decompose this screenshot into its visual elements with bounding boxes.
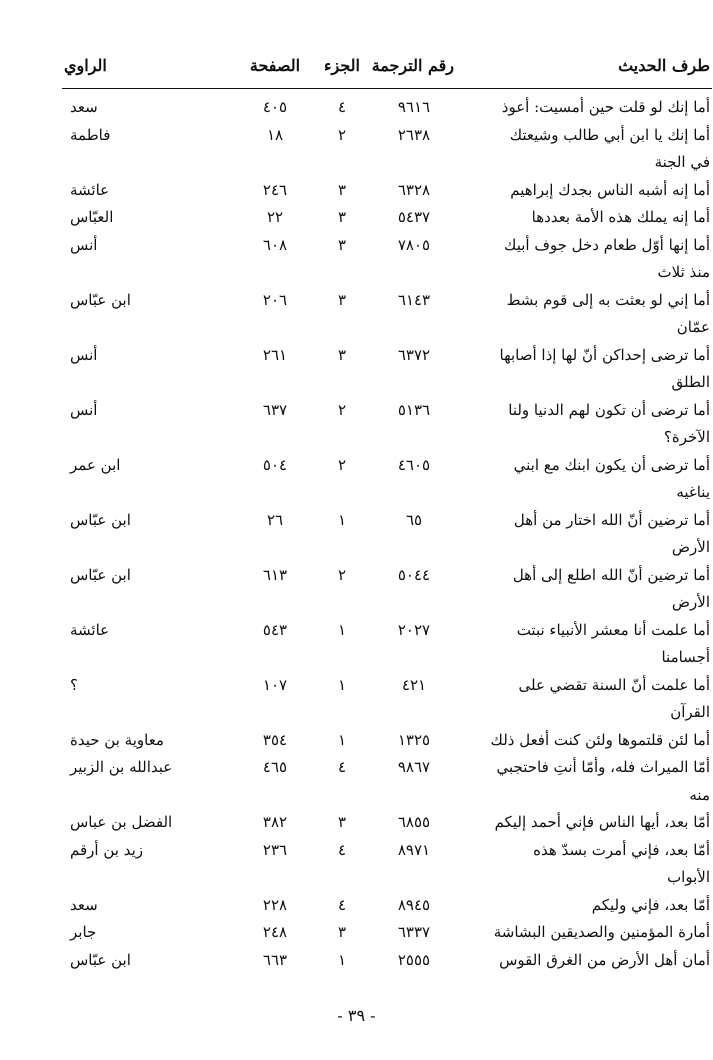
- page-number-cell: ٦٠٨: [262, 235, 288, 254]
- rawi-name: [70, 232, 220, 260]
- rawi-text: سعد: [70, 98, 98, 116]
- page-number-cell: ٢٦: [266, 510, 284, 529]
- page-footer-number: - ٣٩ -: [337, 1006, 376, 1025]
- rawi-name: [70, 342, 220, 370]
- hadith-text: أما ترضين أنّ الله اطلع إلى أهل الأرض: [512, 565, 710, 611]
- rawi-text: فاطمة: [70, 125, 111, 144]
- juz-number: ٣: [337, 345, 347, 364]
- tarjama-number: ٢٥٥٥: [397, 950, 431, 969]
- tarjama-number: ٢٦٣٨: [397, 125, 431, 144]
- tarjama-number: ٨٩٤٥: [397, 895, 431, 914]
- rawi-text: عائشة: [70, 620, 110, 639]
- tarjama-number: ٦٥: [405, 510, 423, 529]
- rawi-name: [70, 562, 220, 590]
- table-row: [64, 232, 710, 287]
- page-number-cell: ٣٨٢: [262, 813, 288, 831]
- juz-number: ٤: [337, 840, 347, 859]
- table-row: [64, 287, 710, 342]
- rawi-text: ابن عمر: [70, 455, 121, 474]
- tarjama-number: ٦١٤٣: [397, 290, 431, 309]
- tarjama-number: ١٣٢٥: [397, 730, 431, 749]
- rawi-text: ابن عبّاس: [70, 510, 131, 529]
- table-row: [64, 122, 710, 177]
- juz-number: ٢: [337, 565, 347, 584]
- page-number-cell: ٢٢: [266, 208, 284, 226]
- rawi-name: [70, 122, 220, 150]
- table-row: [64, 452, 710, 507]
- juz-number: ٤: [337, 895, 347, 914]
- hadith-text: أما إنك يا ابن أبي طالب وشيعتك في الجنة: [509, 125, 710, 171]
- tarjama-number: ٩٨٦٧: [397, 758, 431, 776]
- page-number-cell: ٣٥٤: [262, 730, 288, 749]
- tarjama-number: ٥١٣٦: [397, 400, 431, 419]
- table-row: [64, 507, 710, 562]
- tarjama-number: ٦٨٥٥: [397, 813, 431, 831]
- page-number-cell: ٦٣٧: [262, 400, 288, 419]
- juz-number: ٤: [337, 758, 347, 776]
- tarjama-number: ٨٩٧١: [397, 840, 431, 859]
- rawi-name: [70, 754, 220, 782]
- tarjama-number: ٥٤٣٧: [397, 208, 431, 226]
- juz-number: ٣: [337, 208, 347, 226]
- rawi-name: [70, 892, 220, 920]
- page-number-cell: ٦٦٣: [262, 950, 288, 969]
- rawi-name: [70, 94, 220, 122]
- hadith-text: أمّا بعد، فإني وليكم: [591, 895, 710, 914]
- rawi-text: جابر: [70, 923, 97, 941]
- hadith-text: أما ترضى أن تكون لهم الدنيا ولنا الآخرة؟: [508, 400, 710, 446]
- table-row: [64, 754, 710, 809]
- hadith-text: أما إنه أشبه الناس بجدك إبراهيم: [510, 180, 710, 199]
- table-header: [64, 56, 710, 86]
- rawi-name: [70, 397, 220, 425]
- table-row: [64, 947, 710, 975]
- rawi-text: الفضل بن عباس: [70, 813, 173, 831]
- rawi-name: [70, 177, 220, 205]
- hadith-text: أما إني لو بعثت به إلى قوم بشط عمّان: [506, 290, 710, 336]
- table-row: [64, 94, 710, 122]
- rawi-text: العبّاس: [70, 208, 114, 226]
- rawi-name: [70, 947, 220, 975]
- tarjama-number: ٢٠٢٧: [397, 620, 431, 639]
- juz-number: ٢: [337, 455, 347, 474]
- table-row: [64, 727, 710, 755]
- hadith-text: أما علمت أنا معشر الأنبياء نبتت أجسامنا: [516, 620, 710, 666]
- juz-number: ٣: [337, 290, 347, 309]
- table-row: [64, 617, 710, 672]
- juz-number: ١: [337, 950, 347, 969]
- tarjama-number: ٤٦٠٥: [397, 455, 431, 474]
- juz-number: ٢: [337, 125, 347, 144]
- hadith-text: أما ترضين أنّ الله اختار من أهل الأرض: [513, 510, 710, 556]
- rawi-name: [70, 809, 220, 837]
- page-number-cell: ١٨: [266, 125, 284, 144]
- table-row: [64, 342, 710, 397]
- header-page: الصفحة: [249, 56, 301, 75]
- tarjama-number: ٩٦١٦: [397, 98, 431, 116]
- table-row: [64, 397, 710, 452]
- rawi-text: معاوية بن حيدة: [70, 730, 164, 749]
- juz-number: ١: [337, 675, 347, 694]
- rawi-text: عائشة: [70, 180, 110, 199]
- hadith-text: أما علمت أنّ السنة تقضي على القرآن: [518, 675, 710, 721]
- hadith-text: أما ترضى إحداكن أنّ لها إذا أصابها الطلق: [499, 345, 710, 391]
- table-row: [64, 177, 710, 205]
- rawi-name: [70, 287, 220, 315]
- juz-number: ٢: [337, 400, 347, 419]
- hadith-text: أما إنها أوّل طعام دخل جوف أبيك منذ ثلاث: [504, 235, 710, 281]
- page-number-cell: ٤٦٥: [262, 758, 288, 776]
- page-number-cell: ٥٤٣: [262, 620, 288, 639]
- hadith-text: أما لئن قلتموها ولئن كنت أفعل ذلك: [490, 730, 710, 749]
- rawi-text: ؟: [70, 675, 78, 694]
- rawi-name: [70, 452, 220, 480]
- page-number-cell: ٢٠٦: [262, 290, 288, 309]
- rawi-text: ابن عبّاس: [70, 565, 131, 584]
- table-row: [64, 204, 710, 232]
- rawi-text: أنس: [70, 345, 98, 364]
- hadith-text: أما ترضى أن يكون ابنك مع ابني يناغيه: [513, 455, 710, 501]
- rawi-text: أنس: [70, 400, 98, 419]
- tarjama-number: ٤٢١: [401, 675, 427, 694]
- page-number-cell: ١٠٧: [262, 675, 288, 694]
- table-row: [64, 809, 710, 837]
- juz-number: ١: [337, 620, 347, 639]
- rawi-text: زيد بن أرقم: [70, 840, 143, 859]
- hadith-text: أما إنه يملك هذه الأمة بعددها: [531, 208, 710, 226]
- juz-number: ٣: [337, 923, 347, 941]
- rawi-name: [70, 837, 220, 865]
- page-number-cell: ٥٠٤: [262, 455, 288, 474]
- juz-number: ٣: [337, 813, 347, 831]
- header-rule: [62, 88, 712, 89]
- juz-number: ٣: [337, 235, 347, 254]
- page-number-cell: ٢٤٨: [262, 923, 288, 941]
- header-tarjama: رقم الترجمة: [371, 56, 454, 75]
- page-number-cell: ٢٦١: [262, 345, 288, 364]
- table-row: [64, 837, 710, 892]
- rawi-text: أنس: [70, 235, 98, 254]
- header-juz: الجزء: [324, 56, 360, 75]
- page-number-cell: ٢٤٦: [262, 180, 288, 199]
- tarjama-number: ٥٠٤٤: [397, 565, 431, 584]
- page-number-cell: ٢٣٦: [262, 840, 288, 859]
- table-row: [64, 562, 710, 617]
- tarjama-number: ٦٣٣٧: [397, 923, 431, 941]
- tarjama-number: ٧٨٠٥: [397, 235, 431, 254]
- tarjama-number: ٦٣٢٨: [397, 180, 431, 199]
- rawi-text: ابن عبّاس: [70, 950, 131, 969]
- hadith-text: أمّا بعد، أيها الناس فإني أحمد إليكم: [494, 813, 710, 831]
- page-number-cell: ٦١٣: [262, 565, 288, 584]
- hadith-text: أما إنك لو قلت حين أمسيت: أعوذ: [501, 98, 710, 116]
- hadith-text: أمارة المؤمنين والصديقين البشاشة: [493, 923, 710, 941]
- rawi-text: سعد: [70, 895, 98, 914]
- juz-number: ١: [337, 510, 347, 529]
- table-row: [64, 672, 710, 727]
- table-row: [64, 892, 710, 920]
- rawi-name: [70, 672, 220, 700]
- juz-number: ٣: [337, 180, 347, 199]
- rawi-name: [70, 507, 220, 535]
- table-body: [64, 94, 710, 974]
- header-hadith: طرف الحديث: [618, 56, 710, 75]
- table-row: [64, 919, 710, 947]
- rawi-name: [70, 617, 220, 645]
- juz-number: ١: [337, 730, 347, 749]
- header-rawi: الراوي: [64, 56, 107, 75]
- page-number-cell: ٢٢٨: [262, 895, 288, 914]
- hadith-text: أمّا الميراث فله، وأمّا أنتِ فاحتجبي منه: [496, 758, 710, 804]
- rawi-name: [70, 919, 220, 947]
- rawi-text: عبدالله بن الزبير: [70, 758, 173, 776]
- page-number-cell: ٤٠٥: [262, 98, 288, 116]
- juz-number: ٤: [337, 98, 347, 116]
- rawi-name: [70, 204, 220, 232]
- hadith-text: أمّا بعد، فإني أمرت بسدّ هذه الأبواب: [533, 840, 710, 886]
- hadith-text: أمان أهل الأرض من الغرق القوس: [499, 950, 710, 969]
- rawi-name: [70, 727, 220, 755]
- tarjama-number: ٦٣٧٢: [397, 345, 431, 364]
- rawi-text: ابن عبّاس: [70, 290, 131, 309]
